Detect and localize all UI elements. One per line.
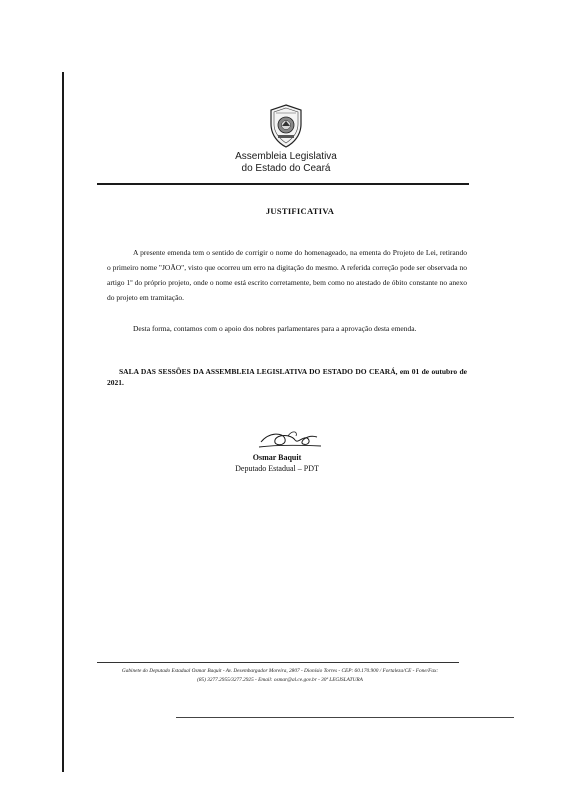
signer-name: Osmar Baquit bbox=[252, 453, 302, 462]
footer-address bbox=[93, 667, 467, 685]
coat-of-arms-icon bbox=[268, 104, 304, 148]
scan-bottom-line bbox=[176, 717, 514, 718]
org-line-1: Assembleia Legislativa bbox=[235, 151, 337, 162]
document-heading: JUSTIFICATIVA bbox=[265, 206, 335, 216]
scan-edge-line bbox=[62, 72, 64, 772]
signer-block bbox=[222, 452, 332, 474]
session-closing-line: SALA DAS SESSÕES DA ASSEMBLEIA LEGISLATIVA DO ESTADO DO CEARÁ, em 01 de outubro de 2021. bbox=[107, 367, 467, 387]
footer-line-2: (85) 3277.2955/3277.2925 - Email: osmar@al.ce.gov.br - 30ª LEGISLATURA bbox=[197, 677, 363, 683]
justification-paragraph-2: Desta forma, contamos com o apoio dos nobres parlamentares para a aprovação desta emenda. bbox=[133, 324, 417, 333]
signer-role: Deputado Estadual – PDT bbox=[235, 464, 319, 473]
header-divider bbox=[97, 183, 469, 185]
signature-mark bbox=[255, 428, 325, 452]
org-line-2: do Estado do Ceará bbox=[241, 163, 331, 174]
footer-line-1: Gabinete do Deputado Estadual Osmar Baquit - Av. Desembargador Moreira, 2807 - Dionísio Torres - CEP: 60.170.900 / Fortaleza/CE - Fone/Fax: bbox=[121, 668, 439, 674]
justification-paragraph-1: A presente emenda tem o sentido de corrigir o nome do homenageado, na ementa do Projeto de Lei, retirando o primeiro nome "JOÃO", visto que ocorreu um erro na digitação do mesmo. A referida correção pode ser observada no artigo 1º do próprio projeto, onde o nome está escrito corretamente, bem como no atestado de óbito constante no anexo do projeto em tramitação. bbox=[107, 248, 467, 302]
footer-divider bbox=[97, 662, 459, 663]
organization-name bbox=[200, 151, 372, 175]
